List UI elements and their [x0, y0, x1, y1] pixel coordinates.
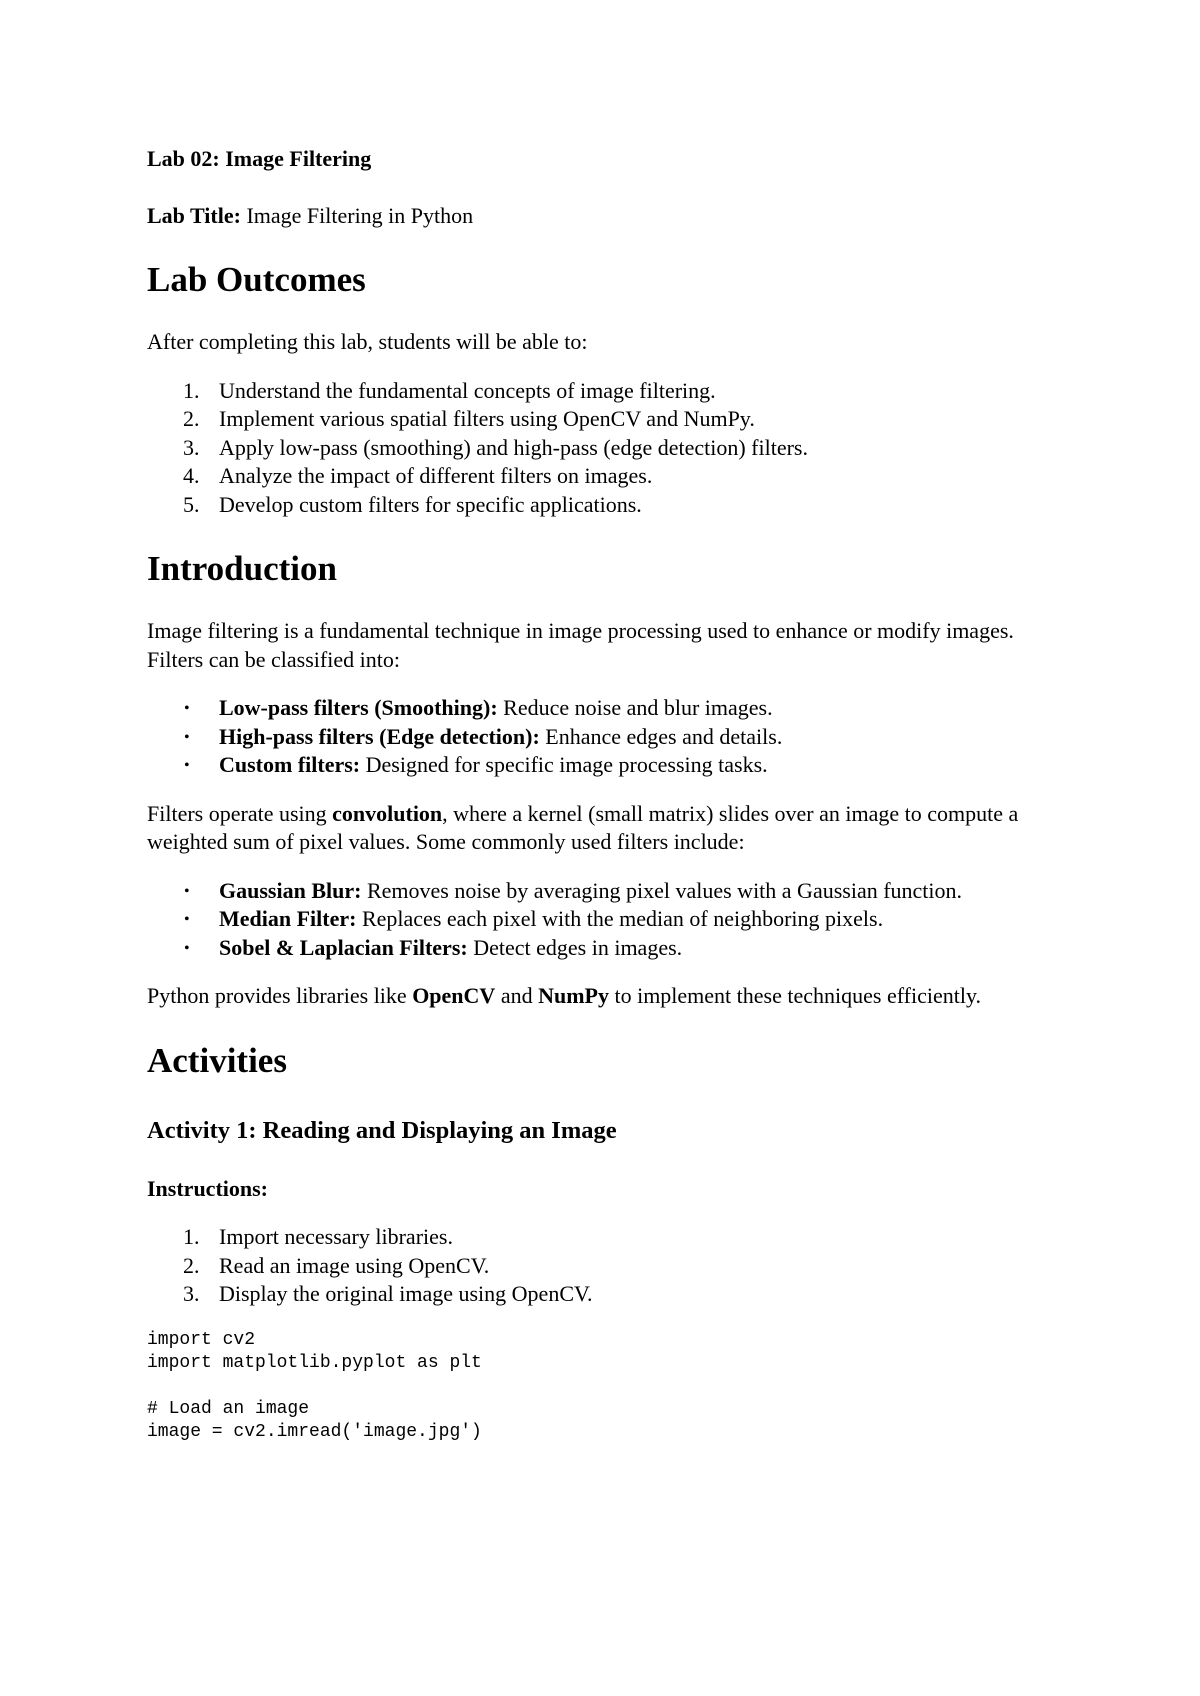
list-item: • Median Filter: Replaces each pixel with the median of neighboring pixels. — [184, 906, 884, 931]
list-item: • Custom filters: Designed for specific image processing tasks. — [184, 752, 768, 777]
list-item: 2. Read an image using OpenCV. — [183, 1252, 490, 1278]
introduction-paragraph-1: Image filtering is a fundamental technique in image processing used to enhance or modify images. Filters can be classified into: — [147, 618, 1014, 672]
lab-title-value: Image Filtering in Python — [240, 202, 474, 228]
list-item: • Sobel & Laplacian Filters: Detect edges in images. — [184, 934, 683, 960]
filter-types-list — [147, 694, 1067, 780]
document-page — [147, 140, 1067, 1444]
list-item: 3. Display the original image using OpenCV. — [183, 1281, 593, 1306]
list-item: 1. Import necessary libraries. — [183, 1224, 453, 1249]
list-item: 4. Analyze the impact of different filters on images. — [183, 463, 653, 488]
outcomes-heading: Lab Outcomes — [147, 260, 366, 299]
lab-number-heading: Lab 02: Image Filtering — [147, 146, 372, 171]
lab-title-label: Lab Title: — [147, 202, 241, 228]
outcomes-intro: After completing this lab, students will be able to: — [147, 329, 588, 354]
introduction-heading: Introduction — [147, 549, 337, 588]
list-item: • Low-pass filters (Smoothing): Reduce noise and blur images. — [184, 695, 773, 720]
introduction-paragraph-2: Filters operate using convolution, where a kernel (small matrix) slides over an image to compute a weighted sum of pixel values. Some commonly used filters include: — [147, 800, 1019, 854]
common-filters-list — [147, 877, 1067, 963]
outcomes-list — [147, 377, 1067, 520]
list-item: • Gaussian Blur: Removes noise by averaging pixel values with a Gaussian function. — [184, 877, 963, 903]
list-item: 1. Understand the fundamental concepts of image filtering. — [183, 377, 716, 403]
activities-heading: Activities — [147, 1040, 287, 1080]
instructions-label: Instructions: — [147, 1175, 269, 1201]
code-block: import cv2 import matplotlib.pyplot as plt # Load an image image = cv2.imread('image.jpg') — [147, 1329, 482, 1442]
list-item: 5. Develop custom filters for specific applications. — [183, 491, 642, 517]
list-item: 2. Implement various spatial filters using OpenCV and NumPy. — [183, 406, 755, 431]
instructions-list — [147, 1223, 1067, 1309]
list-item: 3. Apply low-pass (smoothing) and high-pass (edge detection) filters. — [183, 434, 808, 460]
lab-title-line — [147, 202, 1067, 231]
activity-1-title: Activity 1: Reading and Displaying an Image — [147, 1116, 617, 1144]
introduction-paragraph-3: Python provides libraries like OpenCV and NumPy to implement these techniques efficiently. — [147, 983, 982, 1008]
list-item: • High-pass filters (Edge detection): Enhance edges and details. — [184, 723, 783, 749]
